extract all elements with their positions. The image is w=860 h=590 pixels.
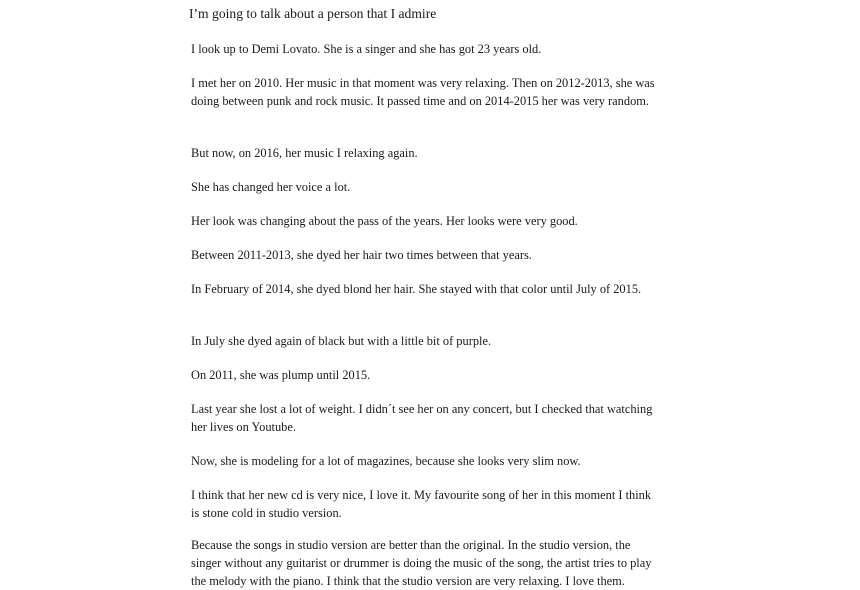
document-title: I’m going to talk about a person that I admire: [189, 6, 437, 21]
paragraph-voice: She has changed her voice a lot.: [191, 180, 351, 194]
paragraph-weight-2011: On 2011, she was plump until 2015.: [191, 368, 371, 382]
paragraph-intro: I look up to Demi Lovato. She is a singer and she has got 23 years old.: [191, 42, 542, 56]
paragraph-hair-july: In July she dyed again of black but with a little bit of purple.: [191, 334, 492, 348]
paragraph-modeling: Now, she is modeling for a lot of magazines, because she looks very slim now.: [191, 454, 581, 468]
paragraph-now-relaxing: But now, on 2016, her music I relaxing again.: [191, 146, 418, 160]
paragraph-look: Her look was changing about the pass of the years. Her looks were very good.: [191, 214, 578, 228]
paragraph-hair-2014: In February of 2014, she dyed blond her hair. She stayed with that color until July of 2015.: [191, 282, 642, 296]
paragraph-hair-2011: Between 2011-2013, she dyed her hair two times between that years.: [191, 248, 532, 262]
paragraph-new-cd: I think that her new cd is very nice, I love it. My favourite song of her in this moment I think is stone cold in studio version.: [191, 488, 652, 520]
paragraph-weight-lost: Last year she lost a lot of weight. I didn´t see her on any concert, but I checked that watching her lives on Youtube.: [191, 402, 653, 434]
paragraph-music-history: I met her on 2010. Her music in that moment was very relaxing. Then on 2012-2013, she was doing between punk and rock music. It passed time and on 2014-2015 her was very random.: [191, 76, 655, 108]
paragraph-studio-version: Because the songs in studio version are better than the original. In the studio version, the singer without any guitarist or drummer is doing the music of the song, the artist tries to play the melody with the piano. I think that the studio version are very relaxing. I love them.: [191, 538, 652, 588]
